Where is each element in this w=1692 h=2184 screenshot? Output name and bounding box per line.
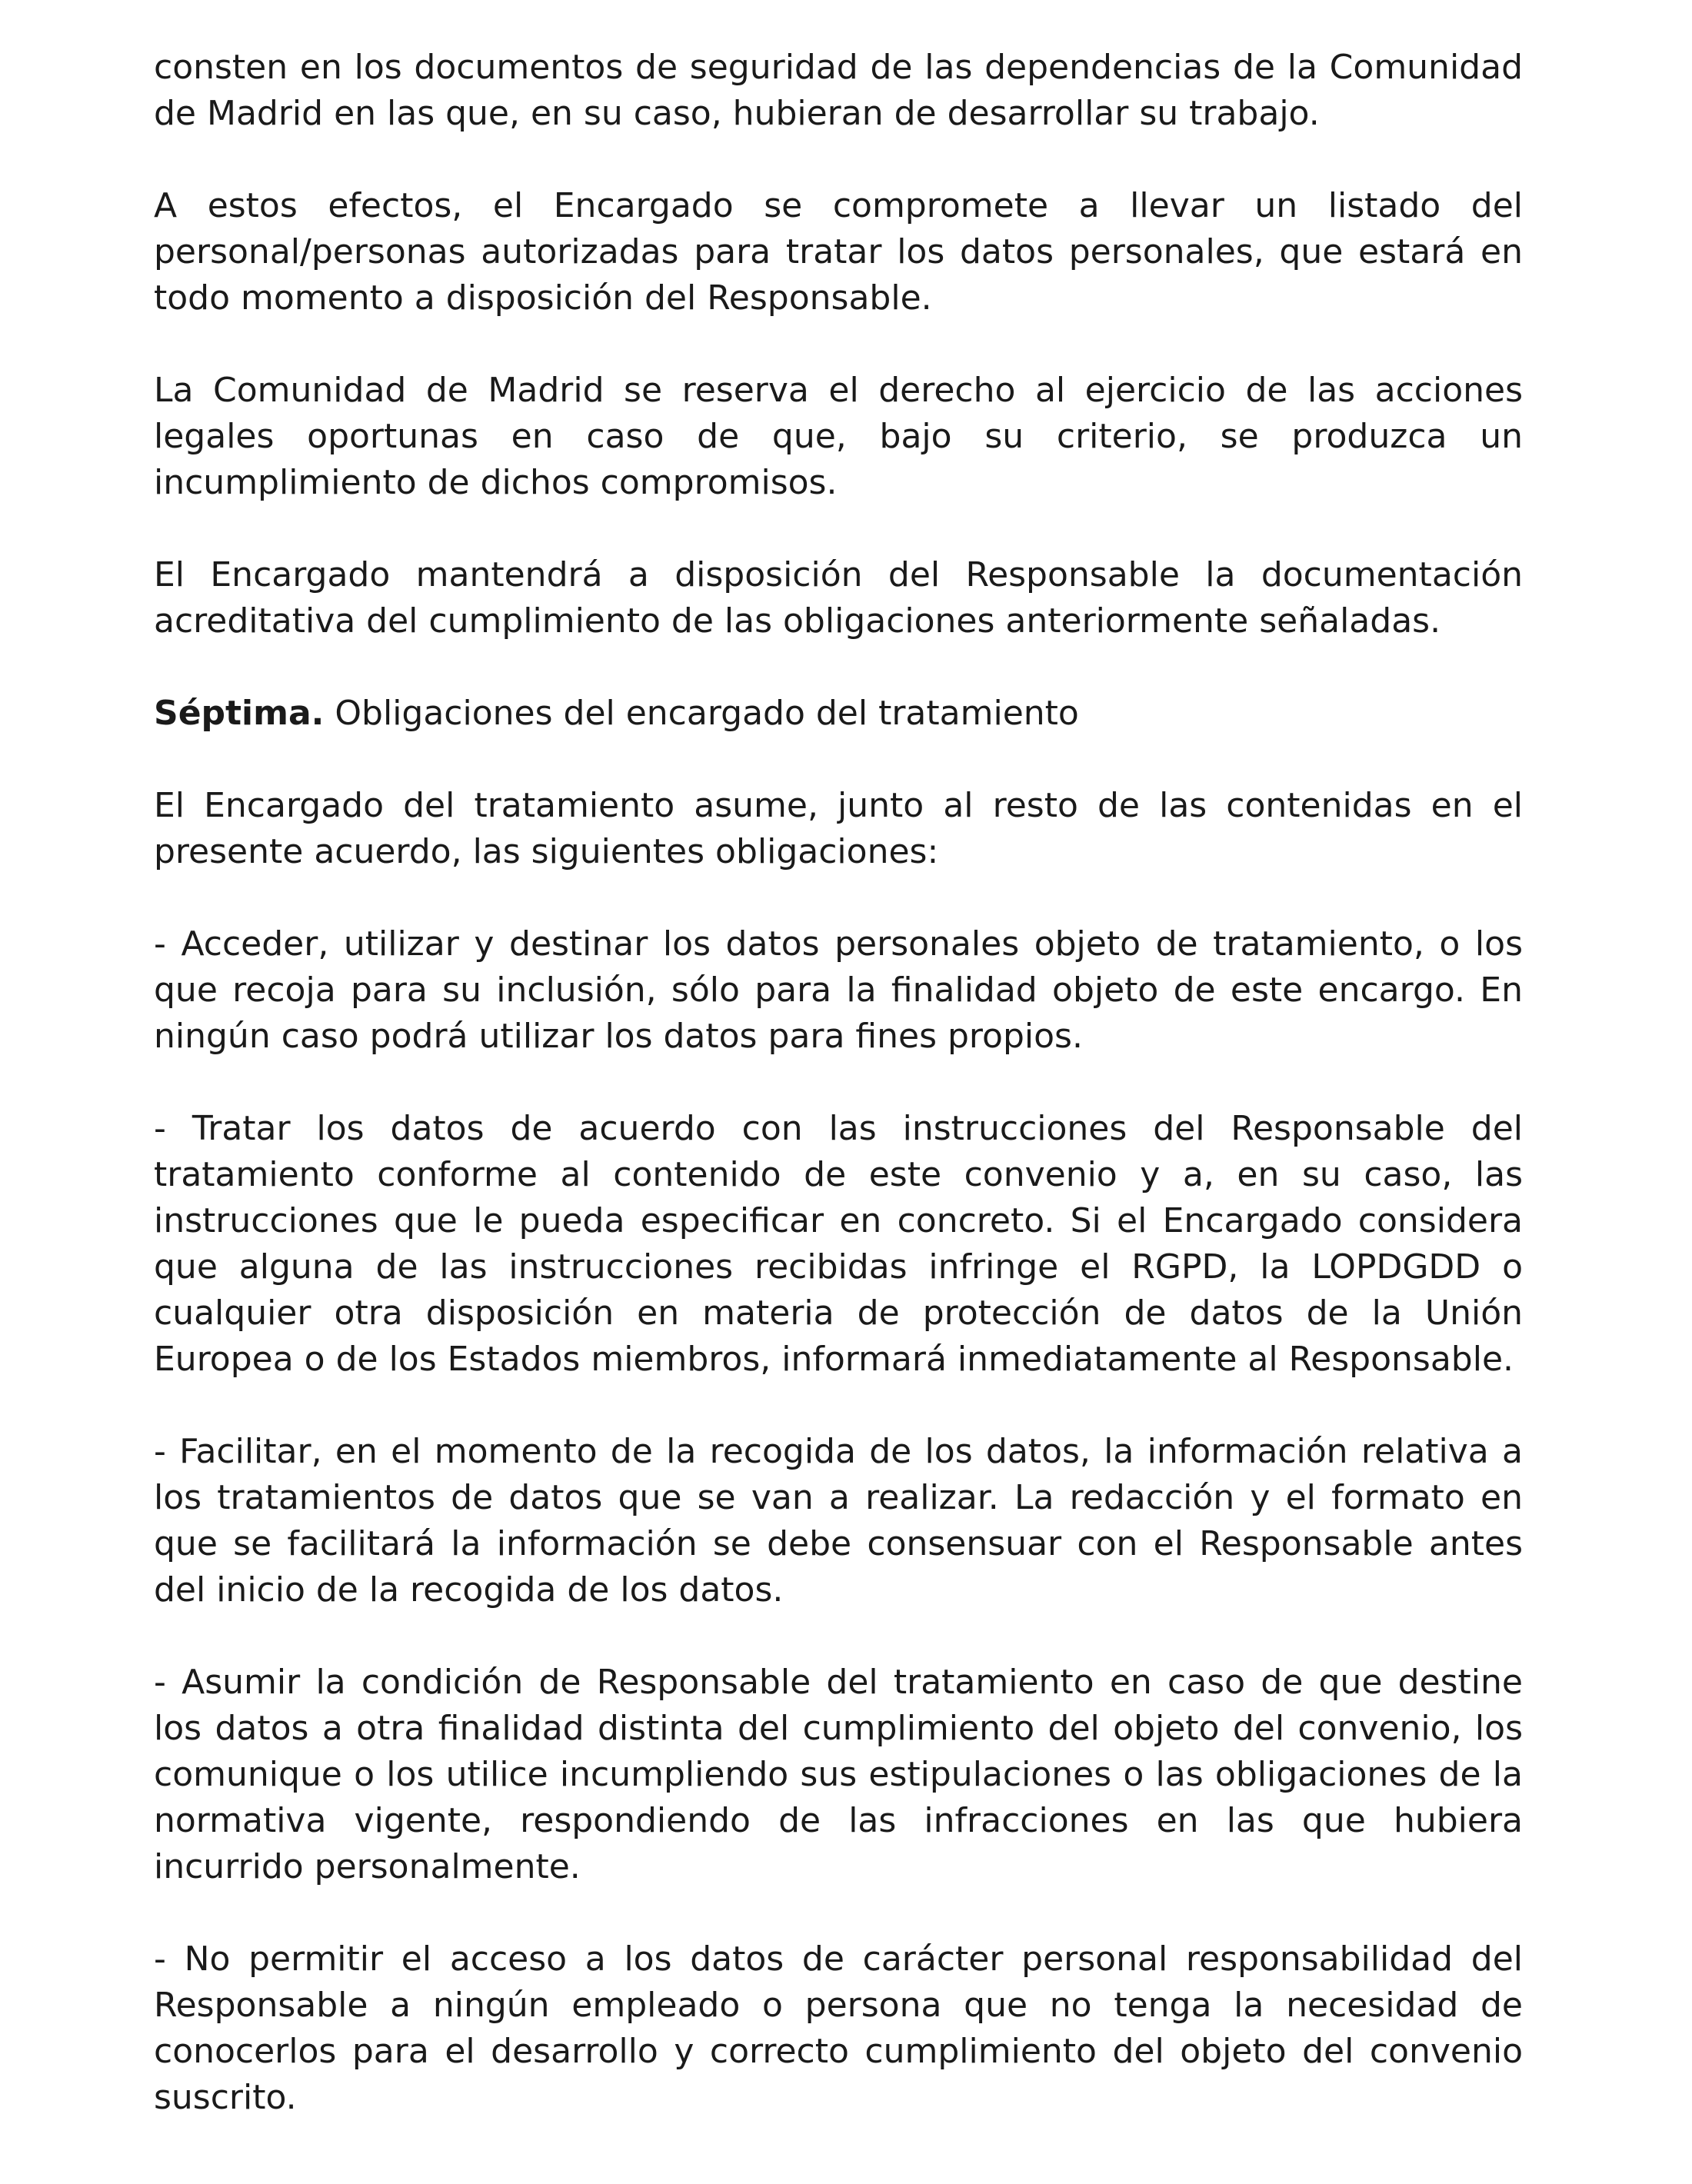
section-heading bbox=[154, 691, 1523, 737]
paragraph-security-documents: consten en los documentos de seguridad de las dependencias de la Comunidad de Madrid en las que, en su caso, hubieran de desarrollar su trabajo. bbox=[154, 48, 1523, 133]
section-heading-label: Séptima. bbox=[154, 694, 325, 733]
paragraph-authorized-personnel-list: A estos efectos, el Encargado se compromete a llevar un listado del personal/personas autorizadas para tratar los datos personales, que estará en todo momento a disposición del Responsable. bbox=[154, 186, 1523, 318]
paragraph-legal-actions: La Comunidad de Madrid se reserva el derecho al ejercicio de las acciones legales oportunas en caso de que, bajo su criterio, se produzca un incumplimiento de dichos compromisos. bbox=[154, 371, 1523, 502]
document-page bbox=[154, 45, 1523, 2121]
list-item-follow-instructions: - Tratar los datos de acuerdo con las instrucciones del Responsable del tratamiento conforme al contenido de este convenio y a, en su caso, las instrucciones que le pueda especificar en concreto. Si el Encargado considera que alguna de las instrucciones recibidas infringe el RGPD, la LOPDGDD o cualquier otra disposición en materia de protección de datos de la Unión Europea o de los Estados miembros, informará inmediatamente al Responsable. bbox=[154, 1109, 1523, 1379]
paragraph-documentation-availability: El Encargado mantendrá a disposición del Responsable la documentación acreditativa del cumplimiento de las obligaciones anteriormente señaladas. bbox=[154, 555, 1523, 641]
list-item-restrict-access: - No permitir el acceso a los datos de carácter personal responsabilidad del Responsable a ningún empleado o persona que no tenga la necesidad de conocerlos para el desarrollo y correcto cumplimiento del objeto del convenio suscrito. bbox=[154, 1939, 1523, 2117]
list-item-assume-responsibility: - Asumir la condición de Responsable del tratamiento en caso de que destine los datos a otra finalidad distinta del cumplimiento del objeto del convenio, los comunique o los utilice incumpliendo sus estipulaciones o las obligaciones de la normativa vigente, respondiendo de las infracciones en las que hubiera incurrido personalmente. bbox=[154, 1663, 1523, 1886]
list-item-access-data: - Acceder, utilizar y destinar los datos personales objeto de tratamiento, o los que recoja para su inclusión, sólo para la finalidad objeto de este encargo. En ningún caso podrá utilizar los datos para fines propios. bbox=[154, 924, 1523, 1056]
section-heading-title: Obligaciones del encargado del tratamiento bbox=[335, 694, 1079, 733]
paragraph-obligations-intro: El Encargado del tratamiento asume, junto al resto de las contenidas en el presente acuerdo, las siguientes obligaciones: bbox=[154, 786, 1523, 871]
list-item-provide-information: - Facilitar, en el momento de la recogida de los datos, la información relativa a los tratamientos de datos que se van a realizar. La redacción y el formato en que se facilitará la información se debe consensuar con el Responsable antes del inicio de la recogida de los datos. bbox=[154, 1432, 1523, 1610]
